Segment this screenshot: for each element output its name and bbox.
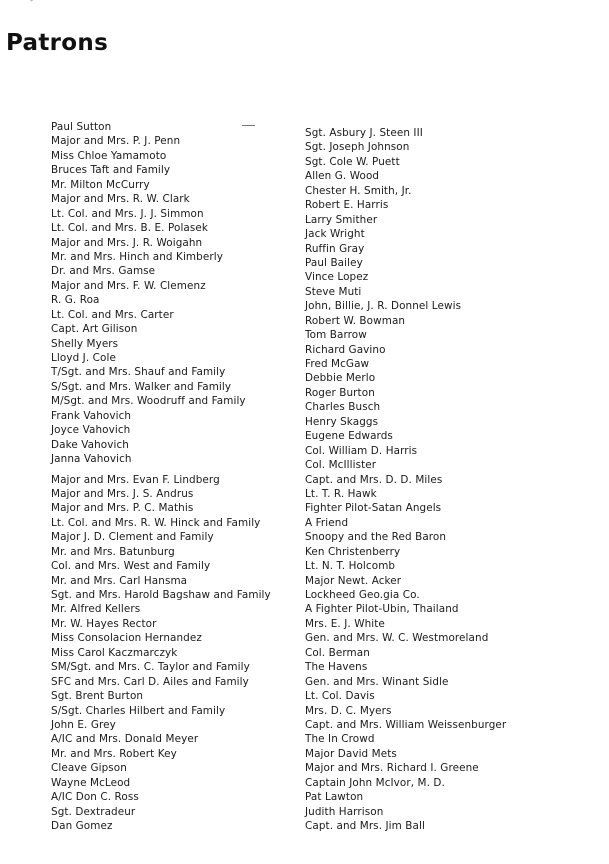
patron-name: Mr. and Mrs. Hinch and Kimberly [51,250,223,263]
patron-list-right [305,126,605,833]
patron-name: Dr. and Mrs. Gamse [51,265,156,278]
patron-name: Lt. Col. and Mrs. B. E. Polasek [51,222,209,235]
patron-name: Jack Wright [305,228,365,241]
patron-name: Capt. and Mrs. Jim Ball [305,820,425,832]
patron-name: Capt. and Mrs. William Weissenburger [305,718,507,731]
patron-name: Gen. and Mrs. W. C. Westmoreland [305,632,489,645]
patron-name: The In Crowd [305,733,375,746]
patron-name: Sgt. Brent Burton [51,690,144,703]
patron-name: Steve Muti [305,285,362,298]
patron-name: Shelly Myers [51,337,119,350]
patron-name: Capt. and Mrs. D. D. Miles [305,473,443,486]
patron-name: Paul Bailey [305,256,363,269]
patron-name: Miss Consolacion Hernandez [51,632,202,645]
patron-name: Mrs. D. C. Myers [305,704,392,717]
patron-name: Col. and Mrs. West and Family [51,560,211,573]
patron-name: Major and Mrs. Richard I. Greene [305,762,479,775]
patron-name: Ruffin Gray [305,242,365,255]
patron-name: Major and Mrs. P. C. Mathis [51,502,194,515]
patron-name: R. G. Roa [51,294,100,307]
patron-name: Roger Burton [305,386,375,399]
patron-name: Lt. Col. and Mrs. Carter [51,308,174,321]
patron-name: Cleave Gipson [51,762,127,775]
patron-name: Col. McIllister [305,459,377,472]
patron-name: Dake Vahovich [51,438,129,451]
patron-name: Chester H. Smith, Jr. [305,184,412,197]
patron-name: Wayne McLeod [51,776,131,789]
patron-name: Lt. Col. Davis [305,690,375,703]
patron-name: A/IC and Mrs. Donald Meyer [51,733,199,746]
patron-name: John E. Grey [51,718,116,731]
patron-name: Major and Mrs. F. W. Clemenz [51,279,206,292]
patron-name: Col. William D. Harris [305,444,418,457]
patron-name: Pat Lawton [305,791,364,804]
patron-name: Fred McGaw [305,358,370,370]
patron-name: Col. Berman [305,646,370,659]
patron-name: Mr. Milton McCurry [51,178,150,191]
patron-name: Snoopy and the Red Baron [305,531,447,544]
patron-name: Robert W. Bowman [305,314,406,327]
patron-name: Mr. W. Hayes Rector [51,617,157,630]
patron-name: Joyce Vahovich [51,424,131,437]
patron-name: Sgt. and Mrs. Harold Bagshaw and Family [51,589,271,601]
patron-name: A/IC Don C. Ross [51,791,139,804]
patron-name: Janna Vahovich [51,453,132,466]
patron-name: S/Sgt. and Mrs. Walker and Family [51,380,232,393]
patron-name: Capt. Art Gilison [51,323,138,336]
patron-name: Miss Carol Kaczmarczyk [51,646,178,659]
patron-name: Richard Gavino [305,343,386,356]
patron-name: Mr. Alfred Kellers [51,603,141,616]
patron-name: Miss Chloe Yamamoto [51,149,167,162]
patron-name: Eugene Edwards [305,430,393,443]
patron-name: Major David Mets [305,747,397,760]
patron-name: Major Newt. Acker [305,574,402,587]
patron-name: Mr. and Mrs. Robert Key [51,747,177,760]
patron-name: M/Sgt. and Mrs. Woodruff and Family [51,395,246,408]
patron-name: Larry Smither [305,213,378,226]
patron-list-left [51,120,296,833]
patron-name: SFC and Mrs. Carl D. Ailes and Family [51,675,249,688]
patron-name: Major and Mrs. J. R. Woigahn [51,236,203,249]
patron-name: Sgt. Cole W. Puett [305,155,400,168]
patron-name: Major and Mrs. Evan F. Lindberg [51,473,220,486]
patron-name: Debbie Merlo [305,372,376,385]
patron-name: Mrs. E. J. White [305,617,385,630]
corner-mark [30,0,43,2]
page-title: Patrons [6,30,109,56]
patron-name: Major J. D. Clement and Family [51,531,214,544]
patron-name: Sgt. Dextradeur [51,805,136,818]
patron-name: Charles Busch [305,401,381,414]
patron-name: Fighter Pilot-Satan Angels [305,502,442,515]
patron-name: S/Sgt. Charles Hilbert and Family [51,704,226,717]
patron-name: Captain John McIvor, M. D. [305,776,445,789]
patron-name: Lt. N. T. Holcomb [305,560,396,573]
patron-name: Frank Vahovich [51,409,132,422]
patron-name: John, Billie, J. R. Donnel Lewis [305,300,462,313]
patron-name: Mr. and Mrs. Batunburg [51,545,175,558]
patron-name: Mr. and Mrs. Carl Hansma [51,574,188,587]
patron-name: Lt. Col. and Mrs. J. J. Simmon [51,207,204,220]
patron-name: Judith Harrison [305,805,384,818]
patron-name: Henry Skaggs [305,415,379,428]
patron-name: Lloyd J. Cole [51,352,116,364]
patron-name: A Fighter Pilot-Ubin, Thailand [305,603,459,616]
patron-name: Lt. Col. and Mrs. R. W. Hinck and Family [51,516,261,529]
patron-name: Dan Gomez [51,820,113,832]
patron-name: Sgt. Joseph Johnson [305,141,410,154]
patron-name: A Friend [305,516,349,529]
patron-name: Major and Mrs. P. J. Penn [51,135,181,148]
patron-name: The Havens [305,661,368,674]
patron-name: Paul Sutton [51,121,112,133]
patron-name: Sgt. Asbury J. Steen III [305,127,423,139]
patron-name: Tom Barrow [305,329,367,342]
patron-name: Gen. and Mrs. Winant Sidle [305,675,449,688]
patron-name: Allen G. Wood [305,170,380,183]
patron-name: T/Sgt. and Mrs. Shauf and Family [51,366,226,379]
patron-name: Vince Lopez [305,271,369,284]
patron-name: SM/Sgt. and Mrs. C. Taylor and Family [51,661,250,674]
patron-name: Major and Mrs. J. S. Andrus [51,487,194,500]
patron-name: Lockheed Geo.gia Co. [305,589,420,601]
patron-name: Lt. T. R. Hawk [305,487,377,500]
patron-name: Bruces Taft and Family [51,164,171,177]
patron-name: Ken Christenberry [305,545,401,558]
patron-name: Robert E. Harris [305,199,389,212]
patron-name: Major and Mrs. R. W. Clark [51,193,190,206]
